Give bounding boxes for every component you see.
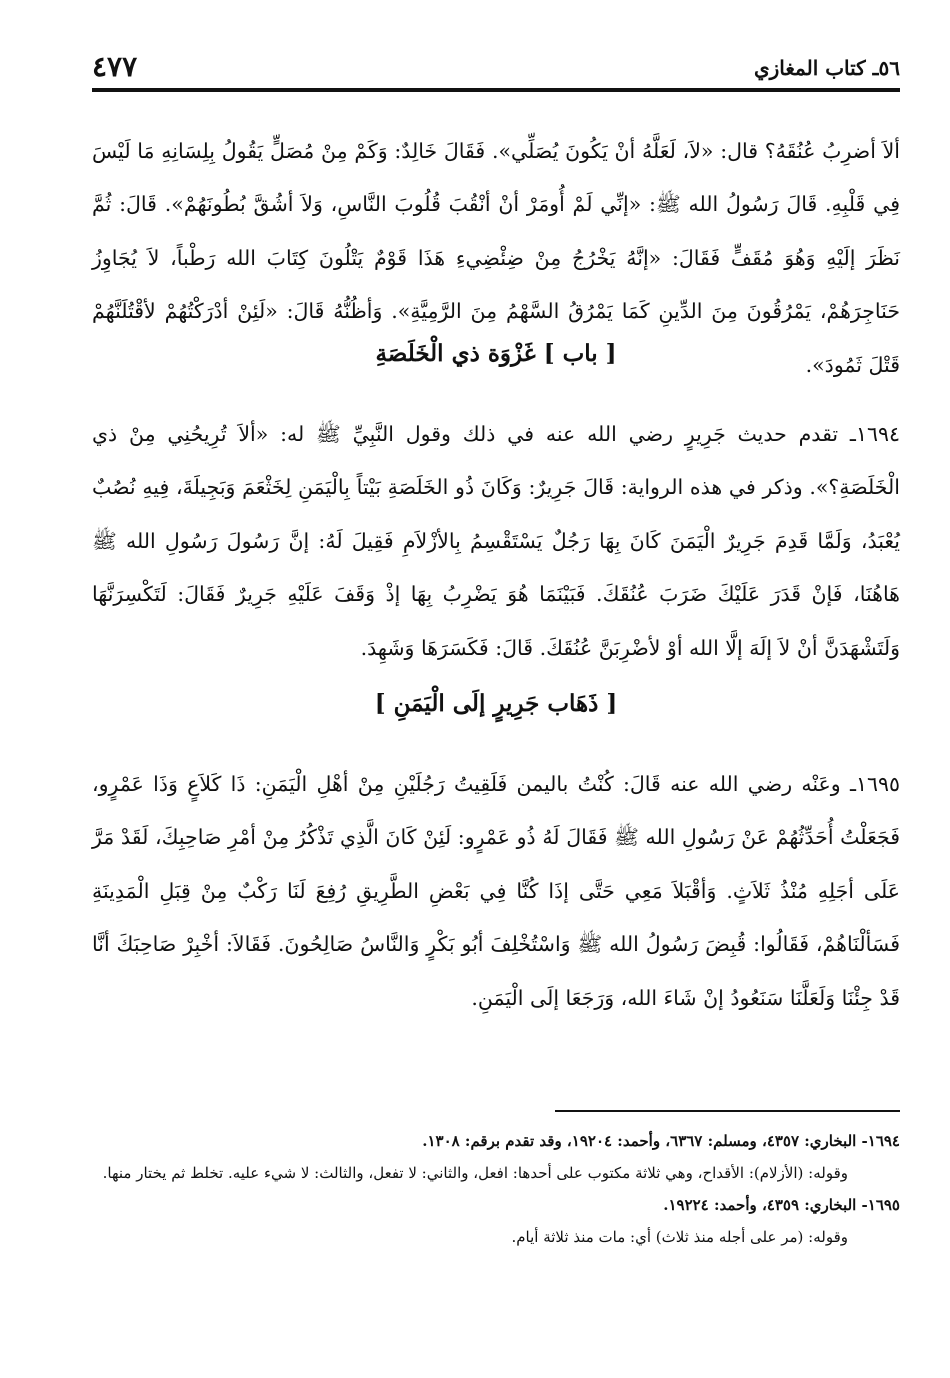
continuation-text: ألاَ أضرِبُ عُنُقَهُ؟ قال: «لاَ، لَعَلَّهُ أنْ يَكُونَ يُصَلِّي». فَقَالَ خَالِدٌ: وَكَمْ مِنْ مُصَلٍّ يَقُولُ بِلِسَانِهِ مَا لَيْسَ فِي قَلْبِهِ. قَالَ رَسُولُ الله ﷺ: «إنِّي لَمْ أُومَرْ أنْ أنْقُبَ قُلُوبَ النَّاسِ، وَلاَ أشُقَّ بُطُونَهُمْ». قَالَ: ثُمَّ نَظَرَ إلَيْهِ وَهُوَ مُقَفٍّ فَقَالَ: «إنَّهُ يَخْرُجُ مِنْ ضِئْضِيءِ هَذَا قَوْمٌ يَتْلُونَ كِتَابَ الله رَطْباً، لاَ يُجَاوِزُ حَنَاجِرَهُمْ، يَمْرُقُونَ مِنَ الدِّينِ كَمَا يَمْرُقُ السَّهْمُ مِنَ الرَّمِيَّةِ». وَأظُنُّهُ قَالَ: «لَئِنْ أدْرَكْتُهُمْ لأقْتُلَنَّهُمْ قَتْلَ ثَمُودَ». (92, 139, 900, 377)
page-header (92, 50, 900, 86)
footnotes (92, 1125, 900, 1253)
section-heading-jarir-yemen: [ ذَهَاب جَرِيرٍ إلَى الْيَمَنِ ] (374, 690, 618, 717)
footnote-1694: ١٦٩٤- البخاري: ٤٣٥٧، ومسلم: ٦٣٦٧، وأحمد: ١٩٢٠٤، وقد تقدم برقم: ١٣٠٨. (422, 1132, 900, 1150)
page-number: ٤٧٧ (92, 50, 138, 83)
footnote-divider (555, 1110, 900, 1112)
hadith-1695-text: ١٦٩٥ـ وعَنْه رضي الله عنه قَالَ: كُنْتُ باليمن فَلَقِيتُ رَجُلَيْنِ مِنْ أهْلِ الْيَمَنِ: ذَا كَلاَعٍ وَذَا عَمْرٍو، فَجَعَلْتُ أُحَدِّثُهُمْ عَنْ رَسُولِ الله ﷺ فَقَالَ لَهُ ذُو عَمْرٍو: لَئِنْ كَانَ الَّذِي تَذْكُرُ مِنْ أمْرِ صَاحِبِكَ، لَقَدْ مَرَّ عَلَى أجَلِهِ مُنْذُ ثَلاَثٍ. وَأقْبَلاَ مَعِي حَتَّى إذَا كُنَّا فِي بَعْضِ الطَّرِيقِ رُفِعَ لَنَا رَكْبٌ مِنْ قِبَلِ الْمَدِينَةِ فَسَألْنَاهُمْ، فَقَالُوا: قُبِضَ رَسُولُ الله ﷺ وَاسْتُخْلِفَ أبُو بَكْرٍ وَالنَّاسُ صَالِحُونَ. فَقَالاَ: أخْبِرْ صَاحِبَكَ أنَّا قَدْ جِئْنَا وَلَعَلَّنَا سَنَعُودُ إنْ شَاءَ الله، وَرَجَعَا إلَى الْيَمَنِ. (92, 772, 900, 1010)
footnote-1695-explanation: وقوله: (مر على أجله منذ ثلاث) أي: مات منذ ثلاثة أيام. (511, 1228, 848, 1246)
section-heading-khalasa: [ باب ] غَزْوَة ذي الْخَلَصَةِ (375, 340, 617, 367)
footnote-1694-explanation: وقوله: (الأزلام): الأقداح، وهي ثلاثة مكتوب على أحدها: افعل، والثاني: لا تفعل، والثالث: لا شيء عليه. تخلط ثم يختار منها. (102, 1164, 848, 1182)
header-divider (92, 88, 900, 92)
footnote-1695: ١٦٩٥- البخاري: ٤٣٥٩، وأحمد: ١٩٢٢٤. (663, 1196, 900, 1214)
hadith-1694-paragraph (92, 408, 900, 675)
hadith-1694-text: ١٦٩٤ـ تقدم حديث جَرِيرٍ رضي الله عنه في ذلك وقول النَّبِيِّ ﷺ له: «ألاَ تُرِيحُنِي مِنْ ذي الْخَلَصَةِ؟». وذكر في هذه الرواية: قَالَ جَرِيرٌ: وَكَانَ ذُو الخَلَصَةِ بَيْتاً بِالْيَمَنِ لِخَثْعَمَ وَبَجِيلَةَ، فِيهِ نُصُبٌ يُعْبَدُ، وَلَمَّا قَدِمَ جَرِيرٌ الْيَمَنَ كَانَ بِهَا رَجُلٌ يَسْتَقْسِمُ بِالأزْلاَمِ فَقِيلَ لَهُ: إنَّ رَسُولَ رَسُولِ الله ﷺ هَاهُنَا، فَإنْ قَدَرَ عَلَيْكَ ضَرَبَ عُنُقَكَ. فَبَيْنَمَا هُوَ يَضْرِبُ بِهَا إذْ وَقَفَ عَلَيْهِ جَرِيرٌ فَقَالَ: لَتَكْسِرَنَّهَا وَلَتَشْهَدَنَّ أنْ لاَ إلَهَ إلَّا الله أوْ لأضْرِبَنَّ عُنُقَكَ. قَالَ: فَكَسَرَهَا وَشَهِدَ. (92, 422, 900, 660)
chapter-title: ٥٦ـ كتاب المغازي (753, 56, 900, 80)
hadith-1695-paragraph (92, 758, 900, 1025)
